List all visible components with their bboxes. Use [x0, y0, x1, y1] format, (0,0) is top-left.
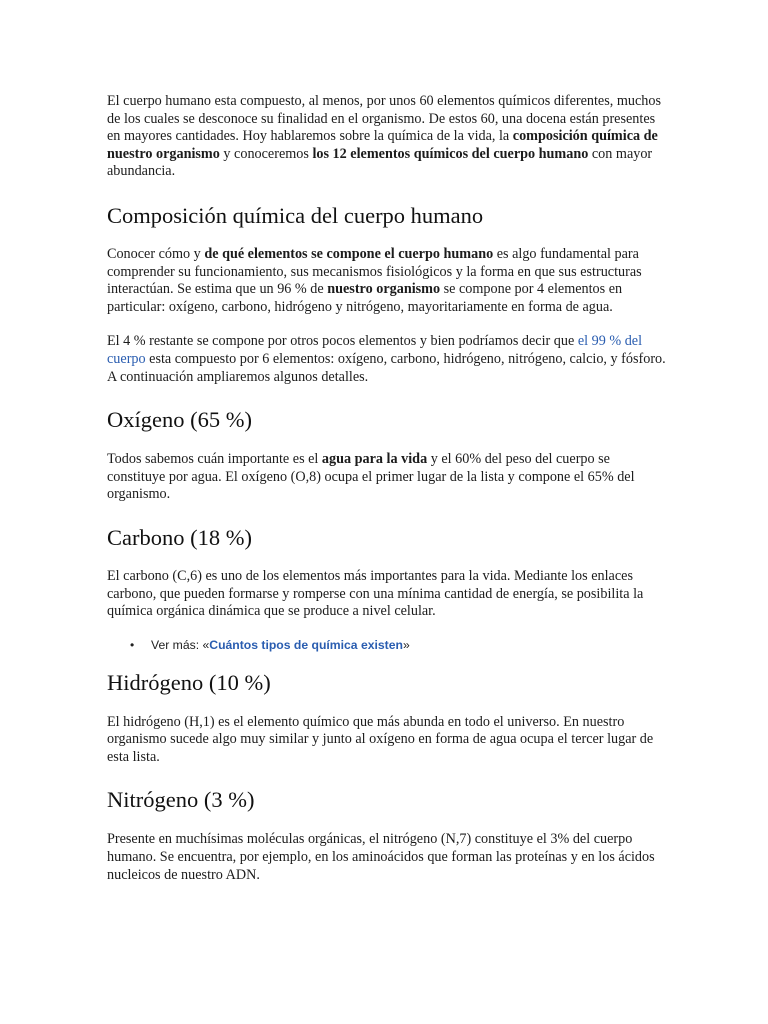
see-also-prefix: Ver más: «	[151, 637, 210, 652]
composicion-p2-text-1: El 4 % restante se compone por otros pocos elementos y bien podríamos decir que	[107, 333, 578, 350]
oxigeno-bold-1: agua para la vida	[321, 451, 428, 468]
composicion-p1-text-2: es algo fundamental para comprender su funcionamiento, sus mecanismos fisiológicos y la forma en que sus estructuras interactúan. Se estima que un 96 % de	[107, 245, 642, 298]
composicion-p1-bold-1: de qué elementos se compone el cuerpo humano	[204, 245, 494, 262]
composicion-p1-text-3: se compone por 4 elementos en particular: oxígeno, carbono, hidrógeno y nitrógeno, mayoritariamente en forma de agua.	[107, 281, 623, 315]
see-also-item	[107, 636, 667, 654]
see-also-link[interactable]: Cuántos tipos de química existen	[209, 637, 403, 652]
oxigeno-text-1: Todos sabemos cuán importante es el	[107, 451, 322, 468]
carbono-paragraph: El carbono (C,6) es uno de los elementos más importantes para la vida. Mediante los enlaces carbono, que pueden formarse y romperse con una mínima cantidad de energía, se posibilita la química orgánica dinámica que se produce a nivel celular.	[107, 567, 644, 620]
link-99-percent[interactable]: el 99 % del cuerpo	[107, 333, 643, 367]
heading-hidrogeno: Hidrógeno (10 %)	[107, 669, 271, 695]
oxigeno-paragraph	[107, 451, 667, 504]
heading-composicion: Composición química del cuerpo humano	[107, 202, 484, 228]
article	[107, 93, 667, 884]
intro-text-3: con mayor abundancia.	[107, 145, 653, 180]
heading-nitrogeno: Nitrógeno (3 %)	[107, 787, 255, 813]
intro-paragraph	[107, 93, 667, 181]
see-also-suffix: »	[402, 637, 410, 652]
heading-carbono: Carbono (18 %)	[107, 524, 252, 550]
hidrogeno-paragraph: El hidrógeno (H,1) es el elemento químico que más abunda en todo el universo. En nuestro organismo sucede algo muy similar y junto al oxígeno en forma de agua ocupa el tercer lugar de esta lista.	[107, 713, 654, 765]
composicion-p1-text-1: Conocer cómo y	[107, 245, 205, 262]
composicion-paragraph-2	[107, 333, 667, 386]
composicion-p2-text-2: esta compuesto por 6 elementos: oxígeno, carbono, hidrógeno, nitrógeno, calcio, y fósforo. A continuación ampliaremos algunos detalles.	[107, 350, 666, 385]
intro-text-2: y conoceremos	[219, 145, 313, 162]
composicion-p1-bold-2: nuestro organismo	[327, 281, 441, 298]
intro-bold-2: los 12 elementos químicos del cuerpo humano	[312, 145, 589, 162]
bullet-icon: •	[130, 637, 135, 652]
intro-bold-1: composición química de nuestro organismo	[107, 128, 658, 162]
see-also-list	[107, 636, 667, 654]
composicion-paragraph-1	[107, 246, 667, 316]
nitrogeno-paragraph: Presente en muchísimas moléculas orgánicas, el nitrógeno (N,7) constituye el 3% del cuerpo humano. Se encuentra, por ejemplo, en los aminoácidos que forman las proteínas y en los ácidos nucleicos de nuestro ADN.	[107, 831, 655, 883]
intro-text-1: El cuerpo humano esta compuesto, al menos, por unos 60 elementos químicos diferentes, muchos de los cuales se desconoce su finalidad en el organismo. De estos 60, una docena están presentes en mayores cantidades. Hoy hablaremos sobre la química de la vida, la	[107, 93, 661, 145]
oxigeno-text-2: y el 60% del peso del cuerpo se constituye por agua. El oxígeno (O,8) ocupa el primer lugar de la lista y compone el 65% del organismo.	[107, 451, 635, 503]
heading-oxigeno: Oxígeno (65 %)	[107, 407, 252, 433]
